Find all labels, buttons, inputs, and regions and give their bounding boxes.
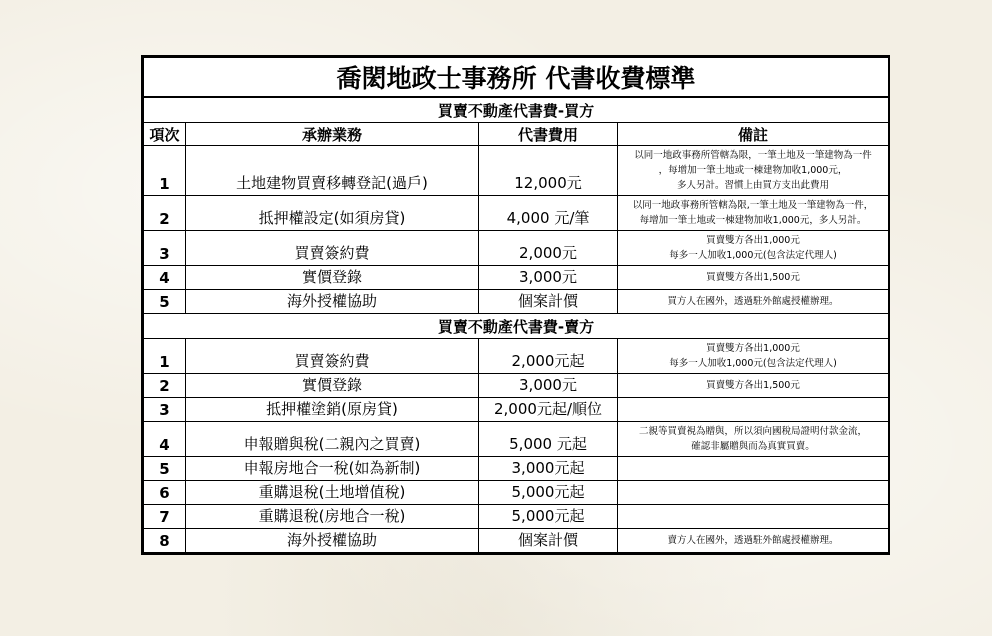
note-line: 買賣雙方各出1,000元 bbox=[706, 343, 800, 354]
row-number: 3 bbox=[144, 398, 186, 422]
note-line: 多人另計。習慣上由買方支出此費用 bbox=[677, 180, 830, 191]
table-row bbox=[144, 457, 889, 481]
row-note bbox=[618, 290, 889, 314]
section-title: 買賣不動產代書費-賣方 bbox=[144, 314, 889, 339]
row-number: 5 bbox=[144, 457, 186, 481]
row-business: 申報房地合一稅(如為新制) bbox=[186, 457, 479, 481]
row-fee: 個案計價 bbox=[479, 290, 618, 314]
row-fee: 5,000元起 bbox=[479, 505, 618, 529]
row-note bbox=[618, 339, 889, 374]
row-note bbox=[618, 529, 889, 553]
table-row bbox=[144, 196, 889, 231]
row-fee: 4,000 元/筆 bbox=[479, 196, 618, 231]
note-line: 買方人在國外，透過駐外館處授權辦理。 bbox=[667, 296, 839, 307]
table-row bbox=[144, 398, 889, 422]
row-note bbox=[618, 481, 889, 505]
row-number: 6 bbox=[144, 481, 186, 505]
row-fee: 3,000元 bbox=[479, 374, 618, 398]
row-fee: 5,000 元起 bbox=[479, 422, 618, 457]
note-line: 買賣雙方各出1,500元 bbox=[706, 272, 800, 283]
table-row bbox=[144, 422, 889, 457]
table-row bbox=[144, 374, 889, 398]
row-fee: 2,000元起 bbox=[479, 339, 618, 374]
row-note bbox=[618, 505, 889, 529]
row-note bbox=[618, 422, 889, 457]
table-row bbox=[144, 290, 889, 314]
section-title: 買賣不動產代書費-買方 bbox=[144, 97, 889, 123]
row-number: 4 bbox=[144, 422, 186, 457]
row-fee: 3,000元 bbox=[479, 266, 618, 290]
row-fee: 個案計價 bbox=[479, 529, 618, 553]
note-line: 買賣雙方各出1,000元 bbox=[706, 235, 800, 246]
page-title: 喬閎地政士事務所 代書收費標準 bbox=[144, 58, 889, 98]
note-line: 以同一地政事務所管轄為限,一筆土地及一筆建物為一件， bbox=[632, 200, 874, 211]
fee-schedule-sheet bbox=[141, 55, 890, 555]
note-line: 每增加一筆土地或一棟建物加收1,000元，多人另計。 bbox=[639, 215, 867, 226]
note-line: 買賣雙方各出1,500元 bbox=[706, 380, 800, 391]
row-business: 海外授權協助 bbox=[186, 290, 479, 314]
row-fee: 2,000元起/順位 bbox=[479, 398, 618, 422]
fee-table bbox=[143, 57, 889, 553]
row-number: 4 bbox=[144, 266, 186, 290]
row-business: 重購退稅(土地增值稅) bbox=[186, 481, 479, 505]
row-business: 重購退稅(房地合一稅) bbox=[186, 505, 479, 529]
row-business: 土地建物買賣移轉登記(過戶) bbox=[186, 146, 479, 196]
row-fee: 12,000元 bbox=[479, 146, 618, 196]
table-row bbox=[144, 231, 889, 266]
table-row bbox=[144, 529, 889, 553]
row-business: 申報贈與稅(二親內之買賣) bbox=[186, 422, 479, 457]
row-number: 2 bbox=[144, 374, 186, 398]
header-no: 項次 bbox=[144, 123, 186, 146]
note-line: 賣方人在國外，透過駐外館處授權辦理。 bbox=[667, 535, 839, 546]
note-line: 每多一人加收1,000元(包含法定代理人) bbox=[669, 250, 837, 261]
row-business: 抵押權塗銷(原房貸) bbox=[186, 398, 479, 422]
row-note bbox=[618, 231, 889, 266]
row-note bbox=[618, 374, 889, 398]
row-business: 海外授權協助 bbox=[186, 529, 479, 553]
note-line: 二親等買賣視為贈與，所以須向國稅局證明付款金流， bbox=[639, 426, 868, 437]
row-number: 1 bbox=[144, 339, 186, 374]
row-fee: 3,000元起 bbox=[479, 457, 618, 481]
table-row bbox=[144, 339, 889, 374]
table-row bbox=[144, 481, 889, 505]
row-note bbox=[618, 196, 889, 231]
header-row bbox=[144, 123, 889, 146]
row-number: 3 bbox=[144, 231, 186, 266]
row-number: 5 bbox=[144, 290, 186, 314]
note-line: 確認非屬贈與而為真實買賣。 bbox=[691, 441, 815, 452]
row-fee: 2,000元 bbox=[479, 231, 618, 266]
section-row bbox=[144, 314, 889, 339]
row-number: 7 bbox=[144, 505, 186, 529]
row-business: 實價登錄 bbox=[186, 374, 479, 398]
note-line: 以同一地政事務所管轄為限，一筆土地及一筆建物為一件 bbox=[634, 150, 872, 161]
header-note: 備註 bbox=[618, 123, 889, 146]
row-note bbox=[618, 266, 889, 290]
table-row bbox=[144, 505, 889, 529]
section-row bbox=[144, 97, 889, 123]
table-row bbox=[144, 266, 889, 290]
header-fee: 代書費用 bbox=[479, 123, 618, 146]
row-number: 8 bbox=[144, 529, 186, 553]
note-line: ，每增加一筆土地或一棟建物加收1,000元， bbox=[658, 165, 848, 176]
row-business: 實價登錄 bbox=[186, 266, 479, 290]
row-business: 抵押權設定(如須房貸) bbox=[186, 196, 479, 231]
note-line: 每多一人加收1,000元(包含法定代理人) bbox=[669, 358, 837, 369]
row-fee: 5,000元起 bbox=[479, 481, 618, 505]
row-business: 買賣簽約費 bbox=[186, 339, 479, 374]
table-row bbox=[144, 146, 889, 196]
row-business: 買賣簽約費 bbox=[186, 231, 479, 266]
row-note bbox=[618, 398, 889, 422]
row-number: 1 bbox=[144, 146, 186, 196]
row-note bbox=[618, 457, 889, 481]
row-number: 2 bbox=[144, 196, 186, 231]
header-business: 承辦業務 bbox=[186, 123, 479, 146]
table-body bbox=[144, 97, 889, 553]
row-note bbox=[618, 146, 889, 196]
